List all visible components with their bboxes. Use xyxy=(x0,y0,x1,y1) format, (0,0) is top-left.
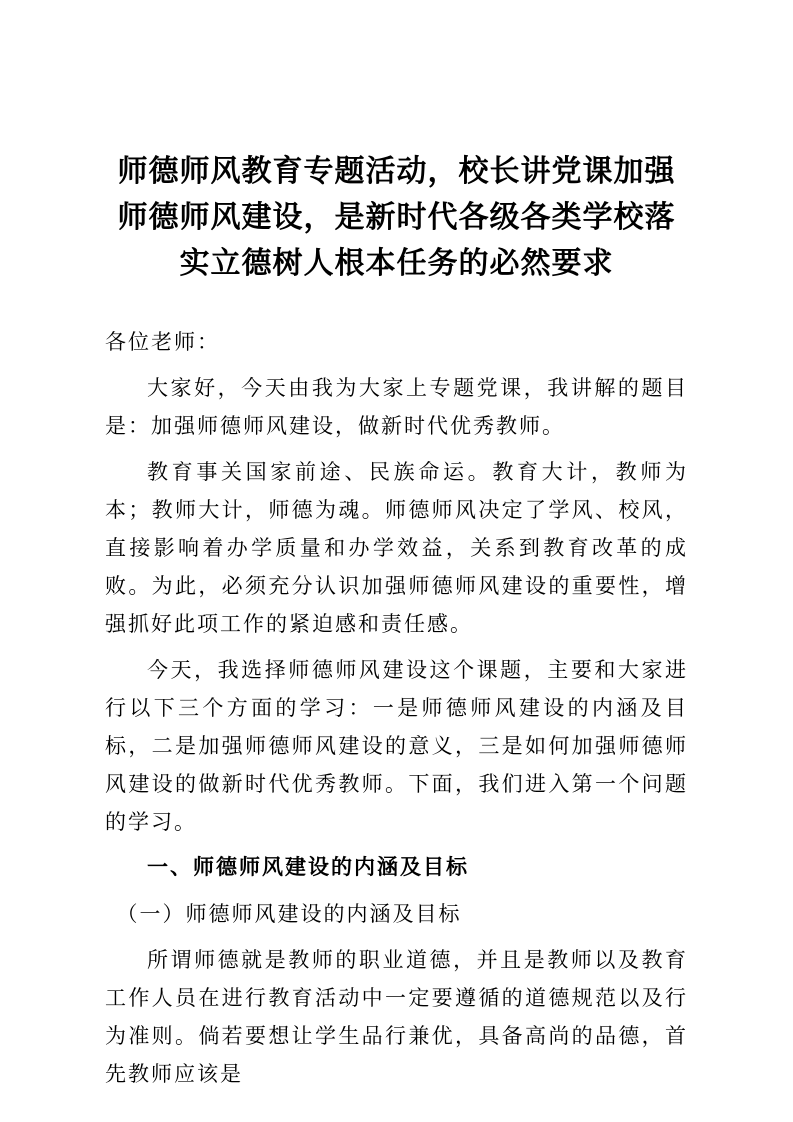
paragraph-importance: 教育事关国家前途、民族命运。教育大计，教师为本；教师大计，师德为魂。师德师风决定了学风、校风，直接影响着办学质量和办学效益，关系到教育改革的成败。为此，必须充分认识加强师德师风建设的重要性，增强抓好此项工作的紧迫感和责任感。 xyxy=(105,460,688,636)
subsection-heading-1-1: （一）师德师风建设的内涵及目标 xyxy=(116,902,462,926)
paragraph-shide-definition: 所谓师德就是教师的职业道德，并且是教师以及教育工作人员在进行教育活动中一定要遵循的道德规范以及行为准则。倘若要想让学生品行兼优，具备高尚的品德，首先教师应该是 xyxy=(105,948,688,1086)
title-line-2: 师德师风建设，是新时代各级各类学校落 xyxy=(117,201,676,234)
paragraph-outline: 今天，我选择师德师风建设这个课题，主要和大家进行以下三个方面的学习：一是师德师风建设的内涵及目标，二是加强师德师风建设的意义，三是如何加强师德师风建设的做新时代优秀教师。下面，我们进入第一个问题的学习。 xyxy=(105,658,688,834)
section-heading-1: 一、师德师风建设的内涵及目标 xyxy=(147,856,469,879)
document-title xyxy=(105,149,688,287)
paragraph-intro: 大家好，今天由我为大家上专题党课，我讲解的题目是：加强师德师风建设，做新时代优秀教师。 xyxy=(105,376,688,438)
title-line-1: 师德师风教育专题活动，校长讲党课加强 xyxy=(117,155,676,188)
title-line-3: 实立德树人根本任务的必然要求 xyxy=(179,247,614,280)
salutation: 各位老师： xyxy=(105,330,220,354)
